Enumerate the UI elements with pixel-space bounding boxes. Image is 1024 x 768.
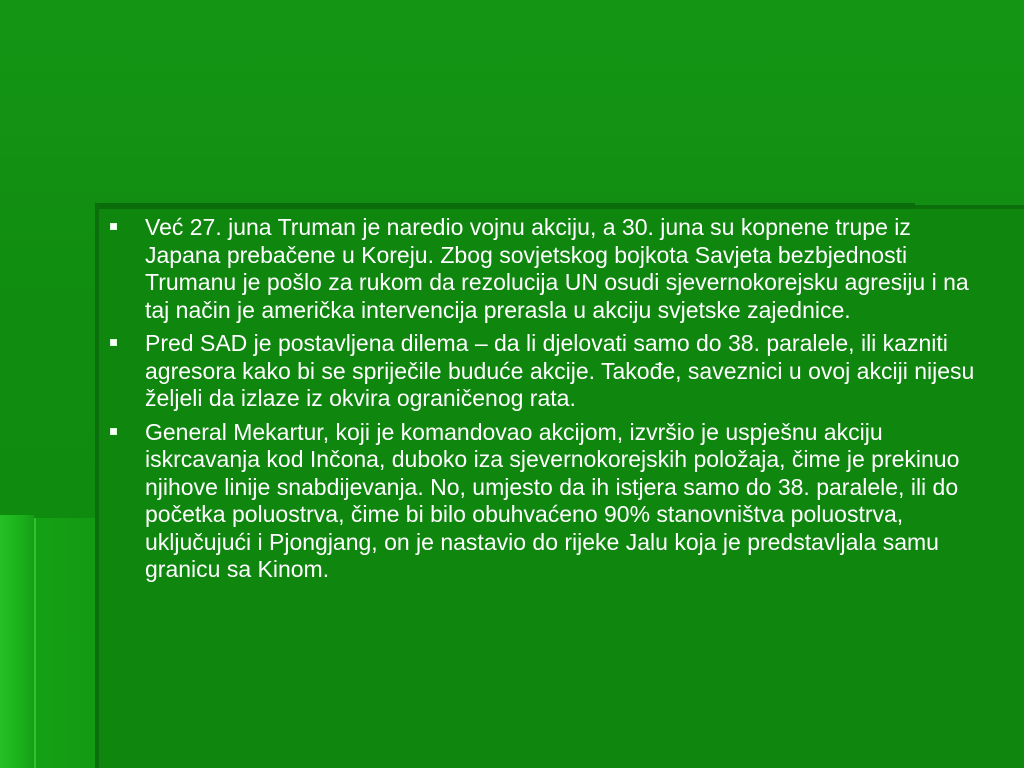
background-panel-side-edge (95, 205, 99, 768)
background-panel-edge (95, 203, 915, 209)
bullet-item (108, 214, 988, 324)
bullet-text: Pred SAD je postavljena dilema – da li djelovati samo do 38. paralele, ili kazniti agresora kako bi se spriječile buduće akcije. Takođe, saveznici u ovoj akciji nijesu željeli da izlaze iz okvira ograničenog rata. (145, 330, 975, 411)
square-bullet-icon (110, 428, 117, 435)
slide-body (108, 214, 988, 590)
bullet-text: Već 27. juna Truman je naredio vojnu akciju, a 30. juna su kopnene trupe iz Japana prebačene u Koreju. Zbog sovjetskog bojkota Savjeta bezbjednosti Trumanu je pošlo za rukom da rezolucija UN osudi sjevernokorejsku agresiju i na taj način je američka intervencija prerasla u akciju svjetske zajednice. (145, 214, 969, 323)
bullet-item (108, 419, 988, 584)
bullet-list (108, 214, 988, 584)
square-bullet-icon (110, 339, 117, 346)
bullet-text: General Mekartur, koji je komandovao akcijom, izvršio je uspješnu akciju iskrcavanja kod Inčona, duboko iza sjevernokorejskih položaja, čime je prekinuo njihove linije snabdijevanja. No, umjesto da ih istjera samo do 38. paralele, ili do početka poluostrva, čime bi bilo obuhvaćeno 90% stanovništva poluostrva, uključujući i Pjongjang, on je nastavio do rijeke Jalu koja je predstavljala samu granicu sa Kinom. (145, 418, 960, 582)
background-left-accent (0, 515, 34, 768)
background-top-band (0, 0, 1024, 205)
square-bullet-icon (110, 223, 117, 230)
bullet-item (108, 330, 988, 413)
background-left-accent-inner (34, 518, 95, 768)
